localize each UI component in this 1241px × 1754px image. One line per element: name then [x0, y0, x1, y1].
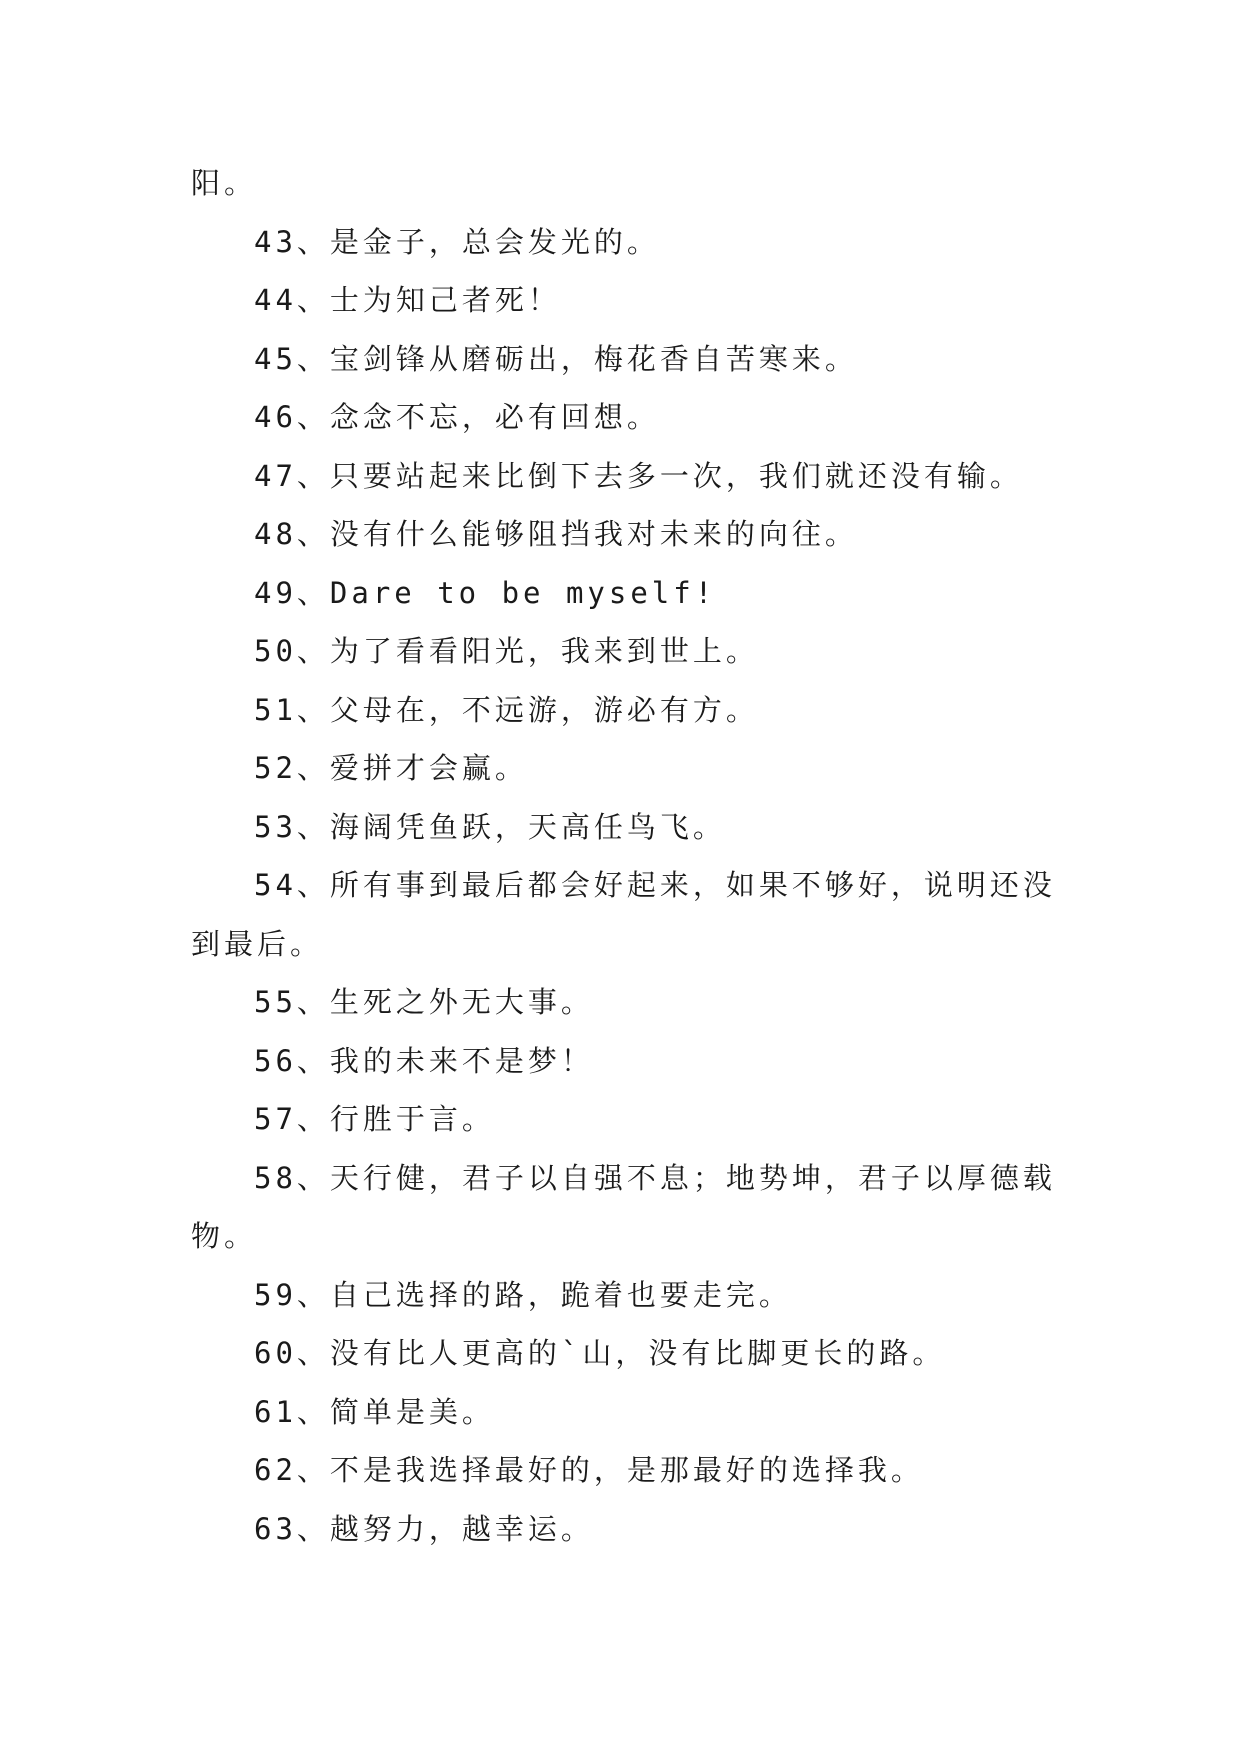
text-line: 57、行胜于言。 — [254, 1102, 495, 1136]
text-line: 62、不是我选择最好的，是那最好的选择我。 — [254, 1453, 924, 1487]
text-line: 56、我的未来不是梦！ — [254, 1043, 594, 1078]
text-line: 46、念念不忘，必有回想。 — [254, 400, 660, 434]
text-line: 58、天行健，君子以自强不息；地势坤，君子以厚德载 — [254, 1160, 1056, 1195]
text-line: 阳。 — [191, 166, 258, 200]
text-line: 61、简单是美。 — [254, 1394, 495, 1429]
text-line: 63、越努力，越幸运。 — [254, 1511, 594, 1546]
text-line: 60、没有比人更高的`山，没有比脚更长的路。 — [254, 1336, 946, 1370]
text-line: 48、没有什么能够阻挡我对未来的向往。 — [254, 517, 858, 551]
text-line: 52、爱拼才会赢。 — [254, 751, 528, 785]
text-line: 47、只要站起来比倒下去多一次，我们就还没有输。 — [254, 458, 1023, 493]
text-line: 45、宝剑锋从磨砺出，梅花香自苦寒来。 — [254, 341, 858, 376]
document-body — [191, 154, 1061, 1558]
text-line: 44、士为知己者死！ — [254, 283, 561, 317]
text-line: 50、为了看看阳光，我来到世上。 — [254, 634, 759, 668]
text-line: 51、父母在，不远游，游必有方。 — [254, 692, 759, 727]
text-line: 49、Dare to be myself! — [254, 575, 717, 610]
text-line: 物。 — [191, 1219, 258, 1253]
text-line: 55、生死之外无大事。 — [254, 985, 594, 1019]
text-line: 59、自己选择的路，跪着也要走完。 — [254, 1277, 792, 1312]
text-line: 43、是金子，总会发光的。 — [254, 224, 660, 259]
text-line: 54、所有事到最后都会好起来，如果不够好，说明还没 — [254, 868, 1056, 902]
text-line: 到最后。 — [191, 926, 324, 961]
text-line: 53、海阔凭鱼跃，天高任鸟飞。 — [254, 809, 726, 844]
